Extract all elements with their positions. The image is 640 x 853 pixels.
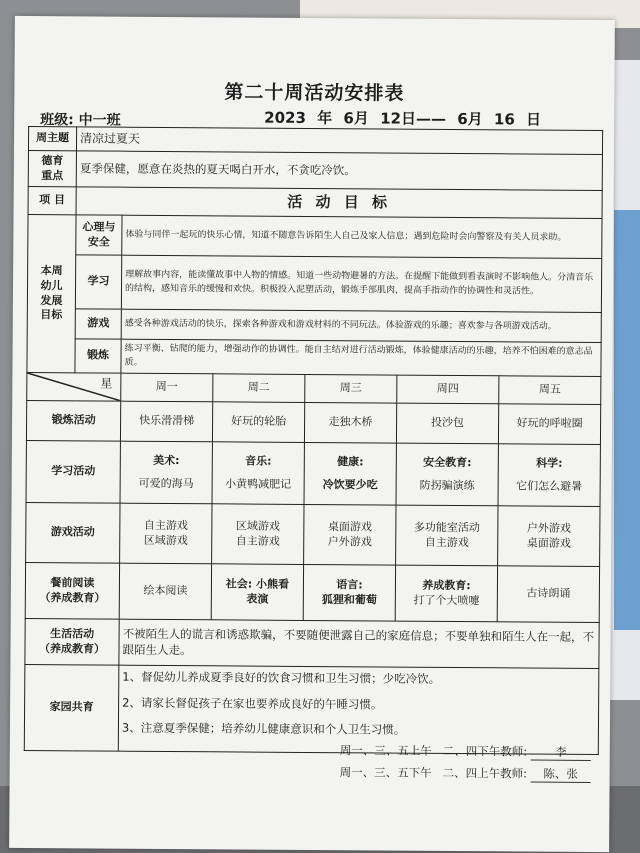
goal-row — [27, 309, 601, 343]
footer-schedule-am: 周一、三、五下午 — [339, 765, 432, 780]
learning-content: 可爱的海马 — [138, 476, 194, 490]
learning-row — [26, 441, 600, 507]
games-item: 自主游戏 区域游戏 — [120, 503, 212, 564]
date-start-month: 6 — [343, 109, 354, 128]
learning-content: 它们怎么避暑 — [516, 478, 583, 493]
home-item: 2、请家长督促孩子在家也要养成良好的午睡习惯。 — [122, 695, 383, 712]
page-title: 第二十周活动安排表 — [224, 81, 405, 105]
games-label: 游戏活动 — [26, 503, 120, 564]
day-header: 周一 — [121, 373, 213, 402]
reading-item: 语言: 狐狸和葡萄 — [303, 564, 395, 621]
reading-item: 社会: 小熊看 表演 — [211, 564, 303, 621]
date-start-day: 12 — [380, 109, 402, 128]
games-item: 多功能室活动 自主游戏 — [396, 505, 498, 566]
date-year: 2023 — [264, 108, 307, 127]
teacher-name: 陈、张 — [531, 766, 591, 783]
date-end-day: 16 — [493, 110, 515, 129]
learning-item — [120, 441, 212, 504]
date-day-unit: 日 — [400, 109, 417, 128]
learning-label: 学习活动 — [26, 441, 120, 504]
moral-label: 德育 重点 — [28, 151, 76, 187]
learning-subject: 安全教育: — [423, 455, 472, 469]
exercise-item: 好玩的呼啦圈 — [498, 404, 600, 445]
exercise-label: 锻炼活动 — [26, 401, 120, 442]
exercise-item: 好玩的轮胎 — [212, 402, 304, 443]
reading-row — [25, 563, 599, 623]
learning-subject: 科学: — [536, 456, 563, 470]
goal-area: 锻炼 — [75, 339, 121, 373]
footer-schedule-pm: 二、四上午教师: — [442, 765, 528, 781]
star-diagonal-cell — [27, 373, 121, 402]
schedule-table — [24, 126, 603, 755]
day-header: 周四 — [397, 375, 499, 404]
project-header: 活 动 目 标 — [76, 187, 602, 219]
exercise-item: 走独木桥 — [304, 402, 396, 443]
goal-row — [27, 339, 601, 377]
games-item: 桌面游戏 户外游戏 — [304, 504, 396, 565]
learning-subject: 健康: — [337, 454, 364, 469]
learning-subject: 美术: — [153, 453, 180, 467]
days-header-row — [27, 373, 601, 405]
schedule-sheet — [9, 16, 615, 852]
date-month-unit-2: 月 — [467, 110, 483, 129]
learning-item — [498, 444, 601, 507]
date-day-unit-2: 日 — [525, 110, 542, 129]
teacher-name: 李 — [531, 744, 591, 761]
reading-item: 养成教育: 打了个大喷嚏 — [395, 565, 497, 622]
exercise-item: 快乐滑滑梯 — [120, 401, 212, 442]
theme-value: 清凉过夏天 — [76, 127, 602, 155]
exercise-row — [26, 401, 600, 445]
theme-label: 周主题 — [28, 127, 76, 151]
date-range — [264, 107, 541, 130]
date-end-month: 6 — [457, 110, 468, 129]
home-item: 1、督促幼儿养成夏季良好的饮食习惯和卫生习惯；少吃冷饮。 — [122, 669, 441, 687]
games-item: 区域游戏 自主游戏 — [212, 504, 304, 565]
learning-subject: 音乐: — [245, 454, 272, 468]
reading-label: 餐前阅读 （养成教育） — [25, 563, 119, 620]
games-row — [26, 503, 600, 567]
home-items — [118, 665, 599, 754]
date-year-unit: 年 — [317, 109, 333, 128]
learning-item — [396, 443, 498, 506]
life-text: 不被陌生人的谎言和诱惑欺骗，不要随便泄露自己的家庭信息；不要单独和陌生人在一起，不跟陌生人走。 — [119, 619, 599, 668]
class-label: 班级: — [40, 112, 74, 129]
goal-text: 练习平衡、钻爬的能力，增强动作的协调性。能自主结对进行活动锻炼，体验健康活动的乐趣，培养不怕困难的意志品质。 — [121, 339, 601, 376]
footer-schedule-pm: 二、四下午教师: — [442, 743, 528, 759]
footer-line — [340, 742, 591, 761]
home-label: 家园共育 — [24, 665, 119, 752]
goal-row — [27, 255, 601, 313]
goals-label: 本周 幼儿 发展 目标 — [27, 215, 76, 373]
learning-content: 小黄鸭减肥记 — [225, 476, 292, 491]
project-label: 项 目 — [28, 187, 76, 215]
learning-content: 防拐骗演练 — [419, 478, 475, 492]
date-month-unit: 月 — [353, 109, 369, 128]
life-label: 生活活动 （养成教育） — [25, 619, 119, 666]
learning-content: 冷饮要少吃 — [322, 477, 378, 491]
date-separator: —— — [415, 109, 447, 128]
goal-row — [28, 215, 602, 259]
day-header: 周二 — [213, 374, 305, 403]
goal-area: 心理与安全 — [76, 215, 122, 255]
learning-item — [212, 442, 304, 505]
goal-text: 感受各种游戏活动的快乐，探索各种游戏和游戏材料的不同玩法。体验游戏的乐趣；喜欢参与各项游戏活动。 — [121, 309, 601, 342]
goal-text: 体验与同伴一起玩的快乐心情，知道不随意告诉陌生人自己及家人信息；遇到危险时会向警察及有关人员求助。 — [122, 215, 602, 258]
life-row — [25, 619, 599, 669]
games-item: 户外游戏 桌面游戏 — [498, 506, 600, 567]
moral-row — [28, 151, 602, 191]
reading-item: 古诗朗诵 — [497, 566, 599, 623]
goal-area: 学习 — [75, 255, 121, 309]
goal-area: 游戏 — [75, 309, 121, 339]
exercise-item: 投沙包 — [396, 403, 498, 444]
moral-value: 夏季保健，愿意在炎热的夏天喝白开水，不贪吃冷饮。 — [76, 151, 602, 191]
footer-line — [340, 764, 591, 783]
home-item: 3、注意夏季保健；培养幼儿健康意识和个人卫生习惯。 — [121, 720, 406, 737]
day-header: 周五 — [499, 376, 601, 405]
star-label: 星 — [100, 376, 113, 391]
footer-schedule-am: 周一、三、五上午 — [339, 743, 432, 758]
home-row — [24, 665, 599, 755]
learning-item — [304, 442, 396, 505]
goal-text: 理解故事内容，能读懂故事中人物的情感。知道一些动物避暑的方法。在提醒下能做到看表演时不影响他人。分清音乐的结构，感知音乐的缓慢和欢快。积极投入泥塑活动，锻炼手部肌肉，提高手指动作的协调性和灵活性。 — [121, 255, 601, 312]
project-row — [28, 187, 602, 219]
class-value: 中一班 — [78, 112, 121, 129]
day-header: 周三 — [305, 374, 397, 403]
reading-item: 绘本阅读 — [119, 563, 211, 620]
